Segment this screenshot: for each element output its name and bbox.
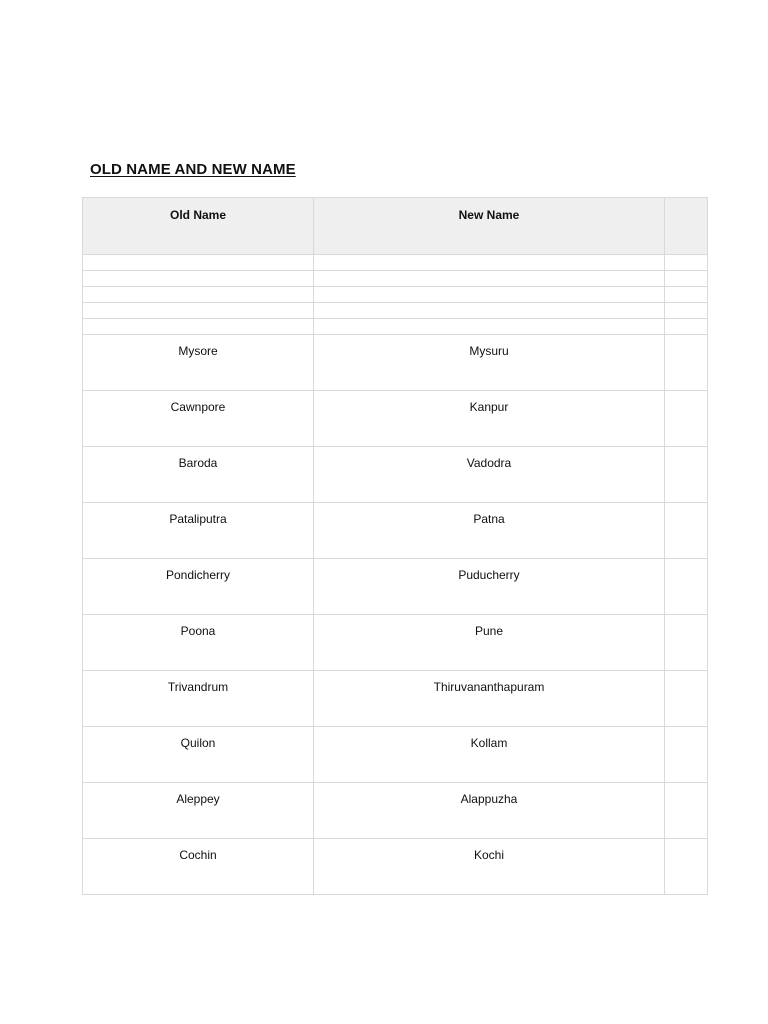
table-row xyxy=(83,335,708,391)
extra-cell xyxy=(665,391,708,447)
extra-cell xyxy=(665,671,708,727)
empty-cell xyxy=(83,271,314,287)
new-name-text: Kollam xyxy=(470,736,508,750)
old-name-text: Quilon xyxy=(180,736,216,750)
empty-cell xyxy=(665,255,708,271)
empty-row xyxy=(83,271,708,287)
page-title: OLD NAME AND NEW NAME xyxy=(90,161,296,178)
header-old-name-label: Old Name xyxy=(169,208,226,222)
old-name-cell xyxy=(83,391,314,447)
empty-cell xyxy=(314,287,665,303)
empty-cell xyxy=(314,303,665,319)
header-new-name xyxy=(314,198,665,255)
new-name-text: Kochi xyxy=(473,848,505,862)
header-extra xyxy=(665,198,708,255)
table-row xyxy=(83,615,708,671)
new-name-text: Puducherry xyxy=(458,568,520,582)
new-name-text: Vadodra xyxy=(466,456,512,470)
new-name-text: Alappuzha xyxy=(460,792,518,806)
empty-cell xyxy=(314,319,665,335)
empty-cell xyxy=(665,303,708,319)
new-name-cell xyxy=(314,559,665,615)
empty-row xyxy=(83,255,708,271)
empty-cell xyxy=(665,271,708,287)
new-name-text: Pune xyxy=(474,624,504,638)
old-name-text: Trivandrum xyxy=(167,680,229,694)
table-header xyxy=(83,198,708,255)
new-name-text: Kanpur xyxy=(469,400,509,414)
empty-row xyxy=(83,303,708,319)
empty-cell xyxy=(314,271,665,287)
table-row xyxy=(83,447,708,503)
new-name-cell xyxy=(314,615,665,671)
empty-cell xyxy=(83,319,314,335)
old-name-cell xyxy=(83,671,314,727)
new-name-text: Patna xyxy=(473,512,505,526)
old-name-text: Pondicherry xyxy=(165,568,231,582)
old-name-text: Mysore xyxy=(178,344,218,358)
extra-cell xyxy=(665,503,708,559)
new-name-text: Thiruvananthapuram xyxy=(433,680,545,694)
new-name-cell xyxy=(314,727,665,783)
old-name-cell xyxy=(83,559,314,615)
header-row xyxy=(83,198,708,255)
old-name-text: Pataliputra xyxy=(169,512,227,526)
extra-cell xyxy=(665,447,708,503)
name-table xyxy=(82,197,708,895)
extra-cell xyxy=(665,839,708,895)
table-row xyxy=(83,727,708,783)
header-extra-label xyxy=(665,198,707,208)
old-name-text: Cochin xyxy=(179,848,217,862)
empty-row xyxy=(83,319,708,335)
old-name-cell xyxy=(83,447,314,503)
empty-cell xyxy=(83,255,314,271)
table-row xyxy=(83,671,708,727)
old-name-text: Cawnpore xyxy=(170,400,226,414)
new-name-cell xyxy=(314,783,665,839)
old-name-text: Aleppey xyxy=(176,792,220,806)
empty-cell xyxy=(83,303,314,319)
empty-cell xyxy=(665,319,708,335)
header-new-name-label: New Name xyxy=(458,208,520,222)
extra-cell xyxy=(665,727,708,783)
extra-cell xyxy=(665,559,708,615)
extra-cell xyxy=(665,783,708,839)
old-name-cell xyxy=(83,335,314,391)
extra-cell xyxy=(665,615,708,671)
table-row xyxy=(83,503,708,559)
new-name-cell xyxy=(314,335,665,391)
new-name-text: Mysuru xyxy=(469,344,509,358)
new-name-cell xyxy=(314,447,665,503)
table-row xyxy=(83,839,708,895)
empty-cell xyxy=(83,287,314,303)
table-row xyxy=(83,391,708,447)
table-body xyxy=(83,255,708,895)
empty-cell xyxy=(314,255,665,271)
new-name-cell xyxy=(314,671,665,727)
old-name-cell xyxy=(83,783,314,839)
new-name-cell xyxy=(314,391,665,447)
old-name-cell xyxy=(83,839,314,895)
new-name-cell xyxy=(314,839,665,895)
old-name-cell xyxy=(83,727,314,783)
table-row xyxy=(83,559,708,615)
old-name-cell xyxy=(83,615,314,671)
old-name-cell xyxy=(83,503,314,559)
table-row xyxy=(83,783,708,839)
new-name-cell xyxy=(314,503,665,559)
empty-cell xyxy=(665,287,708,303)
old-name-text: Poona xyxy=(180,624,216,638)
extra-cell xyxy=(665,335,708,391)
old-name-text: Baroda xyxy=(178,456,218,470)
empty-row xyxy=(83,287,708,303)
header-old-name xyxy=(83,198,314,255)
